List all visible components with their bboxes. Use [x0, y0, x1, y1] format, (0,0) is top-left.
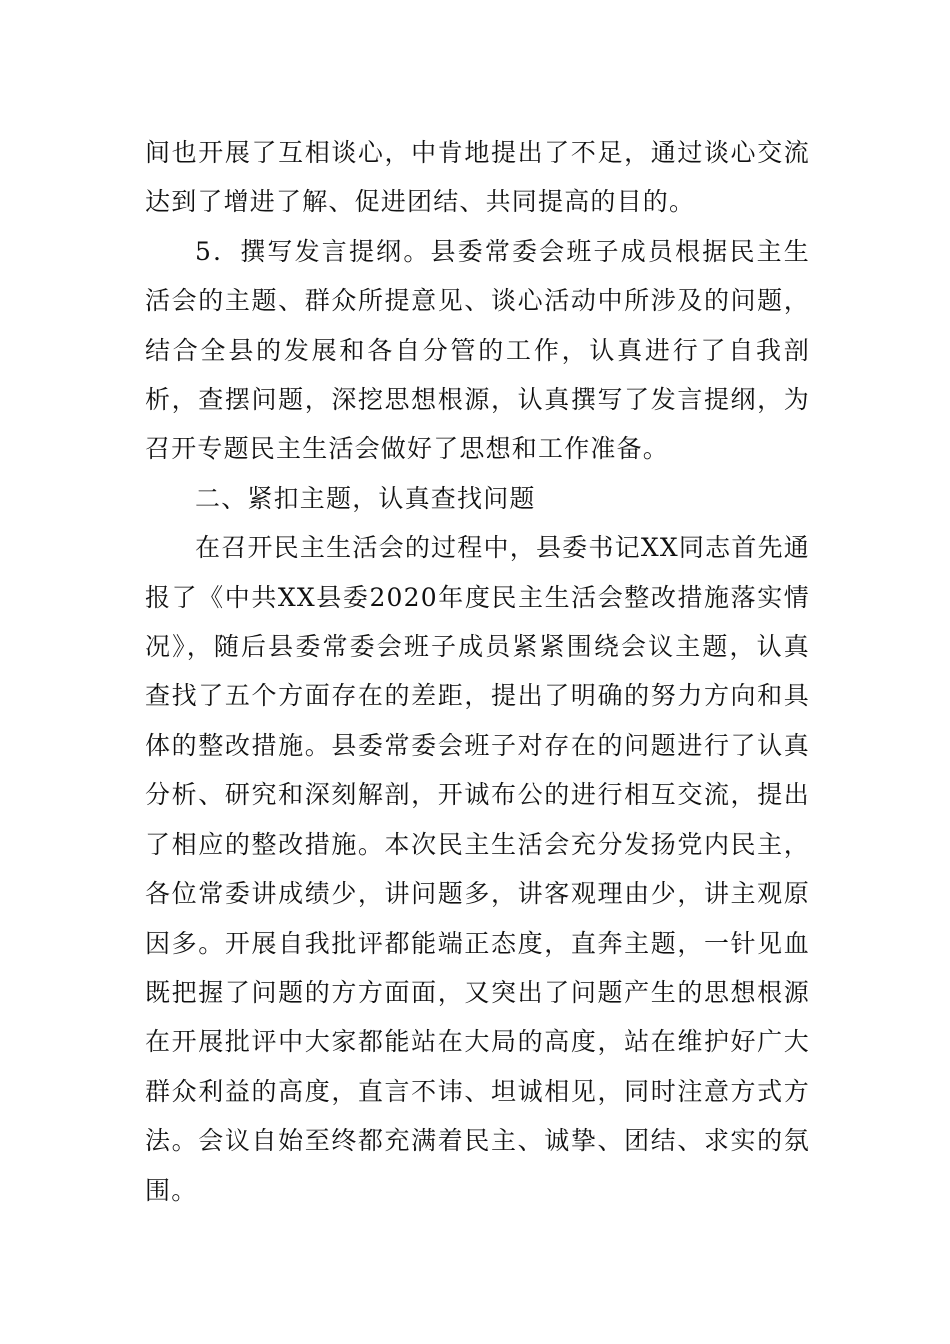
- paragraph-item-5: 5．撰写发言提纲。县委常委会班子成员根据民主生活会的主题、群众所提意见、谈心活动中所涉及的问题，结合全县的发展和各自分管的工作，认真进行了自我剖析，查摆问题，深挖思想根源，认真撰写了发言提纲，为召开专题民主生活会做好了思想和工作准备。: [145, 236, 810, 464]
- paragraph-body: 在召开民主生活会的过程中，县委书记XX同志首先通报了《中共XX县委2020年度民主生活会整改措施落实情况》，随后县委常委会班子成员紧紧围绕会议主题，认真查找了五个方面存在的差距，提出了明确的努力方向和具体的整改措施。县委常委会班子对存在的问题进行了认真分析、研究和深刻解剖，开诚布公的进行相互交流，提出了相应的整改措施。本次民主生活会充分发扬党内民主，各位常委讲成绩少，讲问题多，讲客观理由少，讲主观原因多。开展自我批评都能端正态度，直奔主题，一针见血既把握了问题的方方面面，又突出了问题产生的思想根源在开展批评中大家都能站在大局的高度，站在维护好广大群众利益的高度，直言不讳、坦诚相见，同时注意方式方法。会议自始至终都充满着民主、诚挚、团结、求实的氛围。: [145, 533, 810, 1205]
- paragraph-continuation: 间也开展了互相谈心，中肯地提出了不足，通过谈心交流达到了增进了解、促进团结、共同提高的目的。: [145, 138, 810, 217]
- document-body: [145, 128, 810, 1215]
- section-heading: 二、紧扣主题，认真查找问题: [195, 483, 536, 513]
